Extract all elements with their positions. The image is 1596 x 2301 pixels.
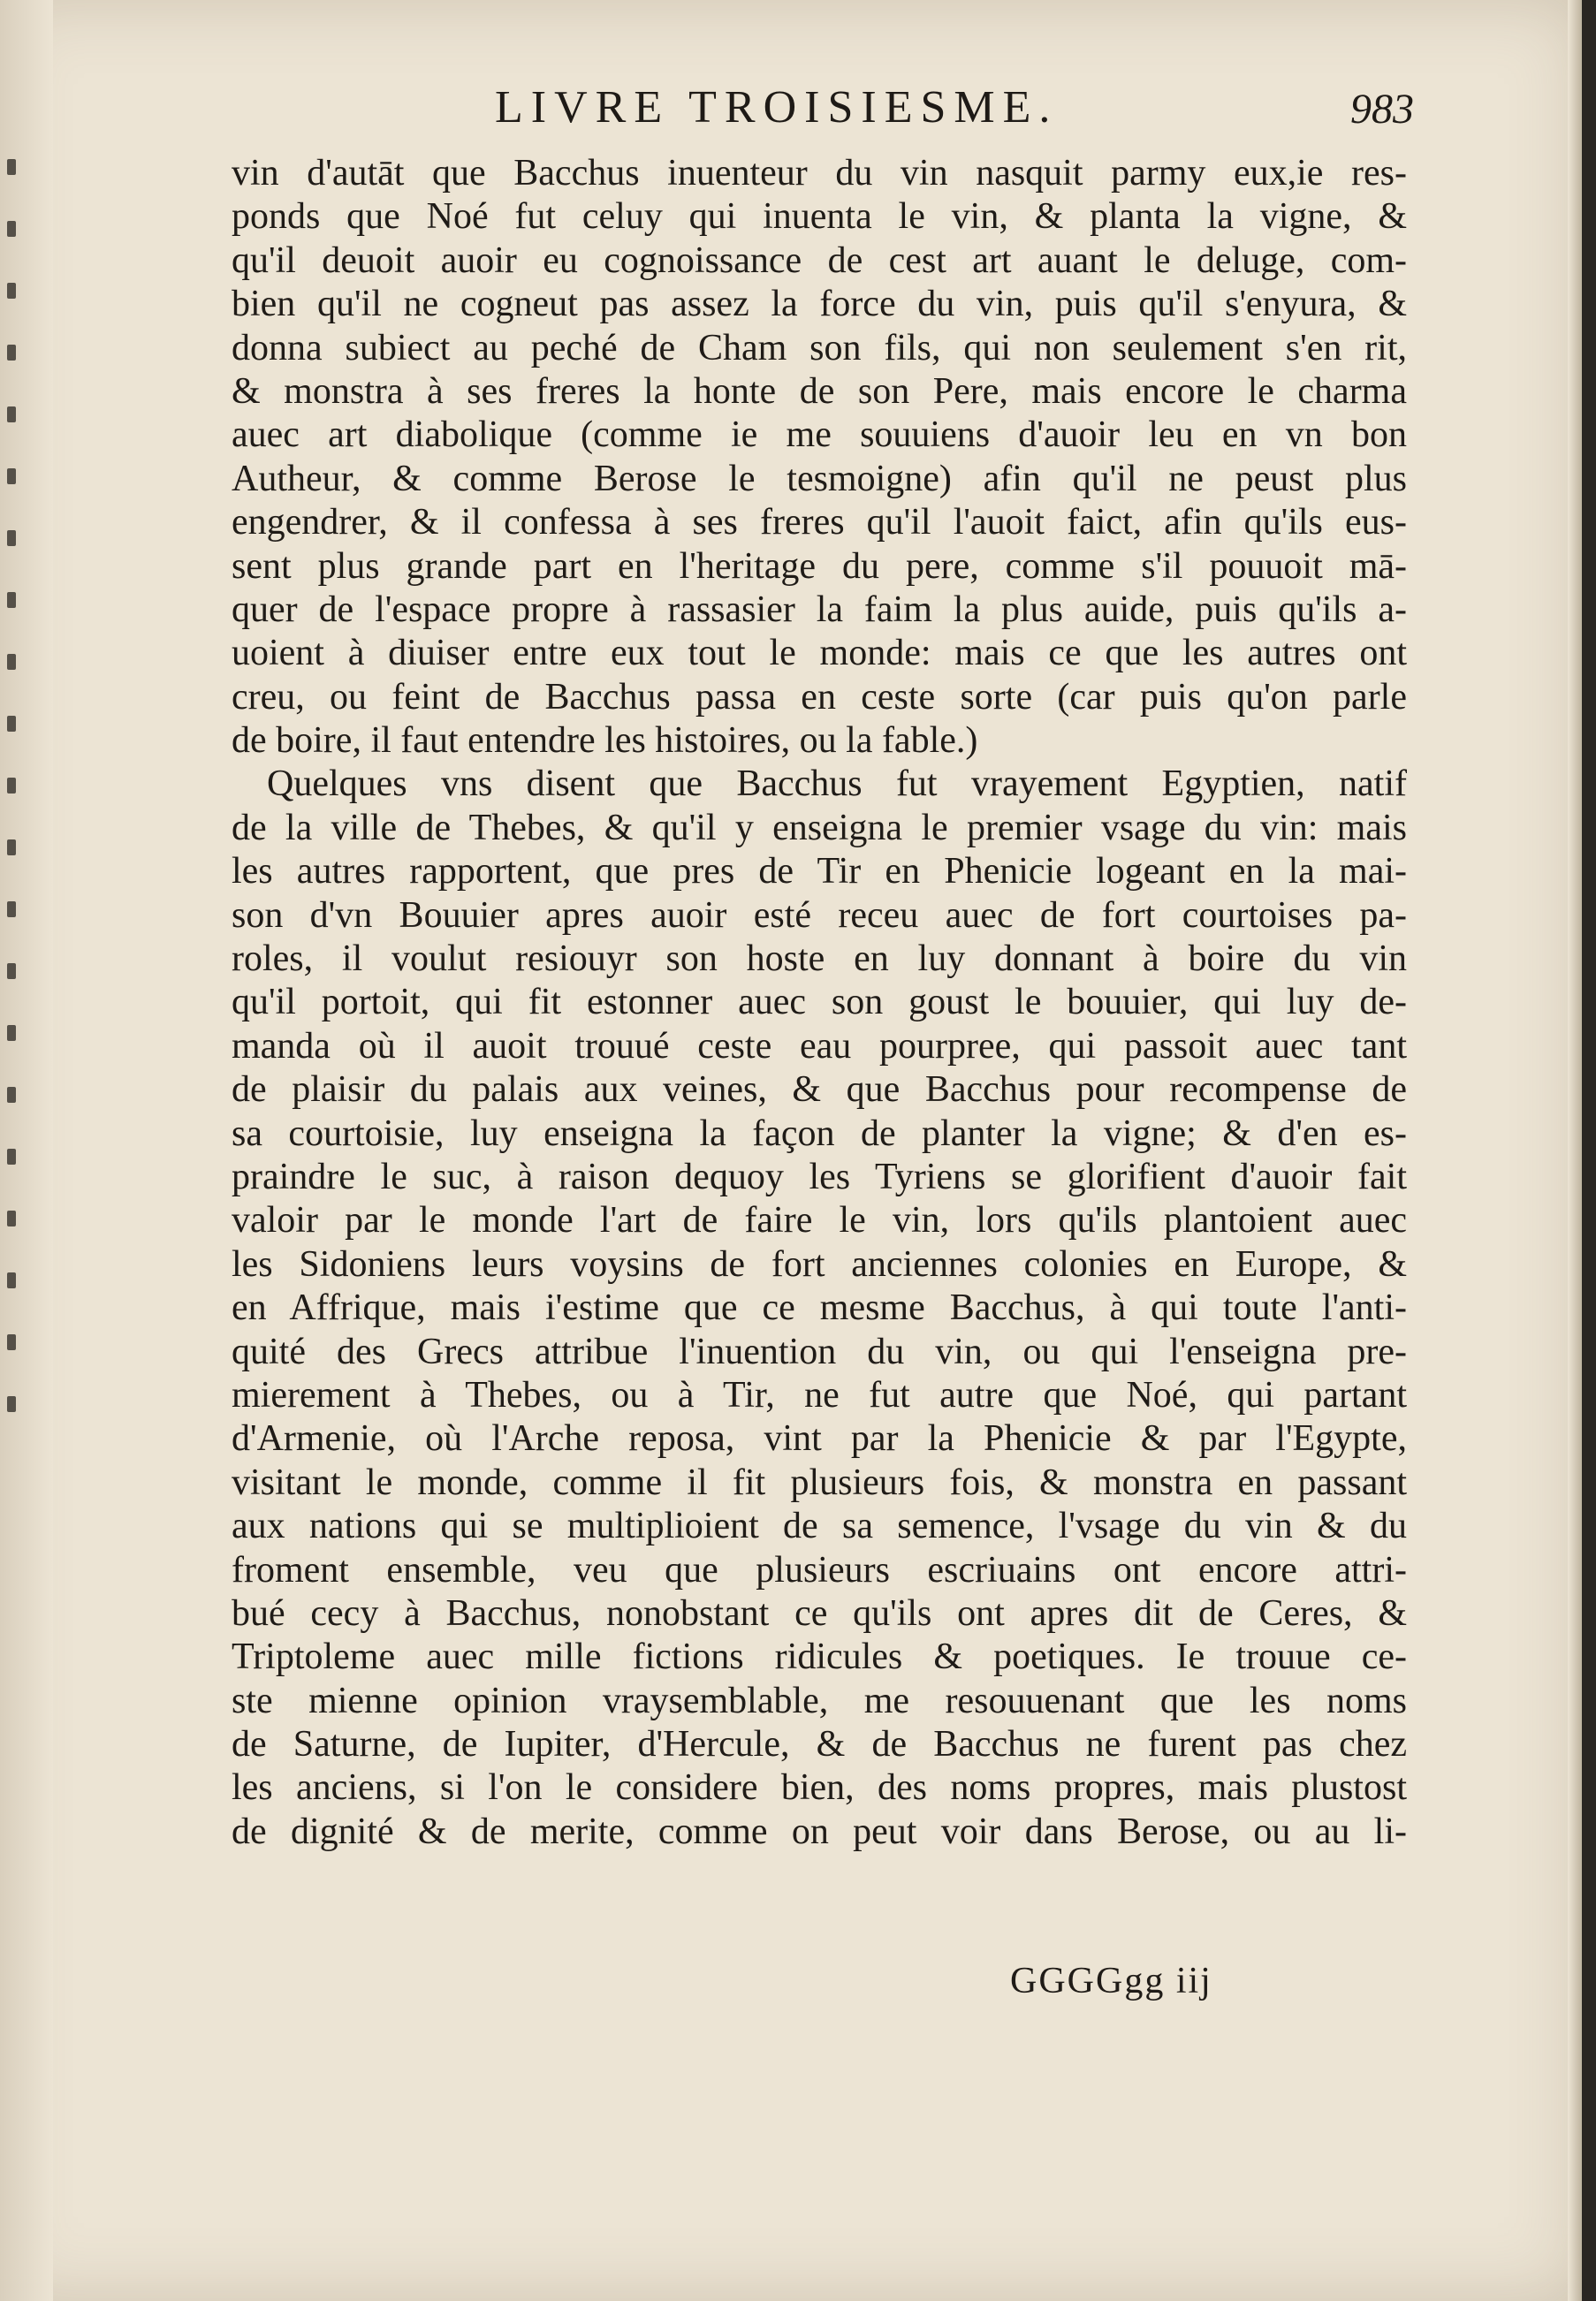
text-line: engendrer, & il confessa à ses freres qu'il l'auoit faict, afin qu'ils eus- [232, 502, 1407, 543]
edge-mark [7, 468, 16, 484]
text-line: qu'il deuoit auoir eu cognoissance de cest art auant le deluge, com- [232, 239, 1407, 281]
text-line: Triptoleme auec mille fictions ridicules & poetiques. Ie trouue ce- [232, 1637, 1407, 1678]
text-line: Autheur, & comme Berose le tesmoigne) afin qu'il ne peust plus [232, 458, 1407, 499]
edge-mark [7, 530, 16, 546]
text-line: visitant le monde, comme il fit plusieurs fois, & monstra en passant [232, 1462, 1407, 1503]
edge-mark [7, 159, 16, 175]
text-line: mierement à Thebes, ou à Tir, ne fut autre que Noé, qui partant [232, 1374, 1407, 1416]
text-line: auec art diabolique (comme ie me souuiens d'auoir leu en vn bon [232, 414, 1407, 456]
text-line: Quelques vns disent que Bacchus fut vrayement Egyptien, natif [267, 763, 1407, 805]
text-line: manda où il auoit trouué ceste eau pourpree, qui passoit auec tant [232, 1025, 1407, 1067]
text-line: praindre le suc, à raison dequoy les Tyriens se glorifient d'auoir fait [232, 1156, 1407, 1197]
edge-mark [7, 221, 16, 237]
edge-mark [7, 839, 16, 855]
text-line: de dignité & de merite, comme on peut voir dans Berose, ou au li- [232, 1811, 1407, 1852]
edge-mark [7, 963, 16, 979]
text-line: aux nations qui se multiplioient de sa semence, l'vsage du vin & du [232, 1506, 1407, 1547]
text-line: creu, ou feint de Bacchus passa en ceste sorte (car puis qu'on parle [232, 676, 1407, 718]
edge-mark [7, 1272, 16, 1288]
text-line: les Sidoniens leurs voysins de fort anciennes colonies en Europe, & [232, 1243, 1407, 1285]
edge-mark [7, 1149, 16, 1165]
text-line: de boire, il faut entendre les histoires, ou la fable.) [232, 720, 978, 762]
edge-mark [7, 406, 16, 422]
text-line: d'Armenie, où l'Arche reposa, vint par la Phenicie & par l'Egypte, [232, 1418, 1407, 1460]
text-line: son d'vn Bouuier apres auoir esté receu auec de fort courtoises pa- [232, 894, 1407, 936]
text-line: roles, il voulut resiouyr son hoste en luy donnant à boire du vin [232, 938, 1407, 980]
text-line: en Affrique, mais i'estime que ce mesme Bacchus, à qui toute l'anti- [232, 1287, 1407, 1329]
page-number: 983 [1350, 86, 1414, 133]
edge-mark [7, 592, 16, 608]
text-line: les autres rapportent, que pres de Tir en Phenicie logeant en la mai- [232, 851, 1407, 892]
edge-mark [7, 778, 16, 794]
text-line: uoient à diuiser entre eux tout le monde: mais ce que les autres ont [232, 633, 1407, 674]
edge-mark [7, 654, 16, 670]
text-line: donna subiect au peché de Cham son fils, qui non seulement s'en rit, [232, 327, 1407, 368]
text-line: sent plus grande part en l'heritage du pere, comme s'il pouuoit mā- [232, 545, 1407, 587]
page-edge [1568, 0, 1582, 2301]
edge-mark [7, 1396, 16, 1412]
signature-mark: GGGGgg iij [1010, 1961, 1212, 2001]
edge-mark [7, 1211, 16, 1226]
edge-mark [7, 345, 16, 361]
text-line: quer de l'espace propre à rassasier la faim la plus auide, puis qu'ils a- [232, 589, 1407, 630]
text-line: sa courtoisie, luy enseigna la façon de planter la vigne; & d'en es- [232, 1113, 1407, 1154]
text-line: ponds que Noé fut celuy qui inuenta le vin, & planta la vigne, & [232, 196, 1407, 238]
running-head: LIVRE TROISIESME. [495, 82, 1059, 133]
text-line: quité des Grecs attribue l'inuention du vin, ou qui l'enseigna pre- [232, 1331, 1407, 1372]
thumb-edge-marks [7, 159, 34, 1485]
text-line: qu'il portoit, qui fit estonner auec son goust le bouuier, qui luy de- [232, 982, 1407, 1023]
edge-mark [7, 716, 16, 732]
edge-mark [7, 1025, 16, 1041]
text-line: ste mienne opinion vraysemblable, me resouuenant que les noms [232, 1680, 1407, 1721]
text-line: vin d'autāt que Bacchus inuenteur du vin nasquit parmy eux,ie res- [232, 153, 1407, 194]
text-line: bien qu'il ne cogneut pas assez la force du vin, puis qu'il s'enyura, & [232, 284, 1407, 325]
body-text [232, 152, 1407, 1854]
text-line: valoir par le monde l'art de faire le vin, lors qu'ils plantoient auec [232, 1200, 1407, 1242]
edge-mark [7, 901, 16, 917]
edge-mark [7, 1087, 16, 1103]
page-header [495, 81, 1414, 143]
text-line: & monstra à ses freres la honte de son Pere, mais encore le charma [232, 370, 1407, 412]
text-line: les anciens, si l'on le considere bien, des noms propres, mais plustost [232, 1767, 1407, 1809]
text-line: froment ensemble, veu que plusieurs escriuains ont encore attri- [232, 1549, 1407, 1591]
edge-mark [7, 1334, 16, 1350]
text-line: de plaisir du palais aux veines, & que Bacchus pour recompense de [232, 1069, 1407, 1111]
text-line: de la ville de Thebes, & qu'il y enseigna le premier vsage du vin: mais [232, 807, 1407, 848]
text-line: de Saturne, de Iupiter, d'Hercule, & de Bacchus ne furent pas chez [232, 1724, 1407, 1766]
text-line: bué cecy à Bacchus, nonobstant ce qu'ils ont apres dit de Ceres, & [232, 1592, 1407, 1634]
edge-mark [7, 283, 16, 299]
